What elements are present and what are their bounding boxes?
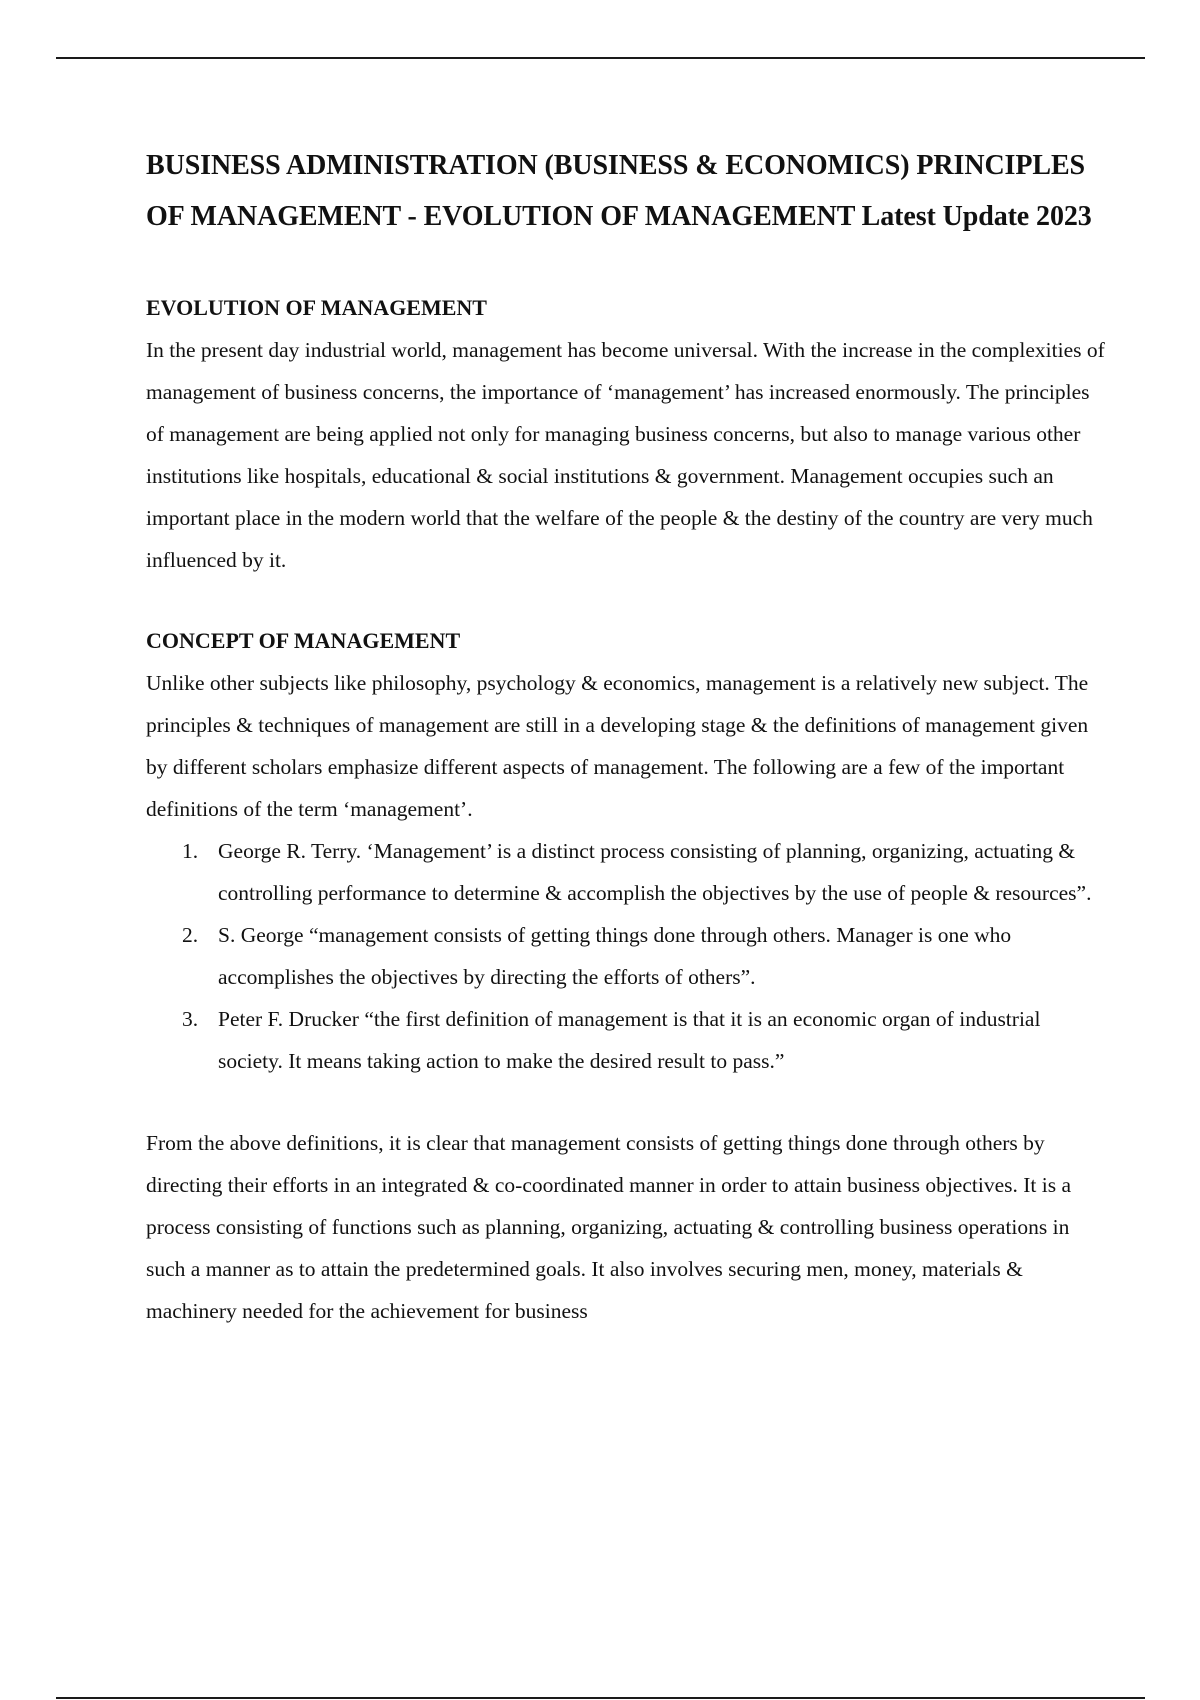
section-evolution-of-management <box>146 287 1106 581</box>
list-item-text: Peter F. Drucker “the first definition of management is that it is an economic organ of industrial society. It means taking action to make the desired result to pass.” <box>218 1007 1041 1073</box>
list-item-text: S. George “management consists of getting things done through others. Manager is one who accomplishes the objectives by directing the efforts of others”. <box>218 923 1012 989</box>
list-item-text: George R. Terry. ‘Management’ is a distinct process consisting of planning, organizing, actuating & controlling performance to determine & accomplish the objectives by the use of people & resources”. <box>218 839 1092 905</box>
definitions-list <box>146 830 1106 1082</box>
list-item-number: 2. <box>182 923 199 947</box>
top-rule <box>56 57 1145 59</box>
list-item-number: 1. <box>182 839 199 863</box>
document-page <box>146 140 1106 1332</box>
list-item-number: 3. <box>182 1007 199 1031</box>
section-concept-of-management <box>146 620 1106 1332</box>
document-title: BUSINESS ADMINISTRATION (BUSINESS & ECONOMICS) PRINCIPLES OF MANAGEMENT - EVOLUTION OF MANAGEMENT Latest Update 2023 <box>146 150 1092 232</box>
list-item <box>146 998 1106 1082</box>
section-heading: EVOLUTION OF MANAGEMENT <box>146 295 487 320</box>
section-heading: CONCEPT OF MANAGEMENT <box>146 628 461 653</box>
list-item <box>146 830 1106 914</box>
bottom-rule <box>56 1697 1145 1699</box>
paragraph: Unlike other subjects like philosophy, psychology & economics, management is a relatively new subject. The principles & techniques of management are still in a developing stage & the definitions of management given by different scholars emphasize different aspects of management. The following are a few of the important definitions of the term ‘management’. <box>146 671 1089 821</box>
list-item <box>146 914 1106 998</box>
paragraph: In the present day industrial world, management has become universal. With the increase in the complexities of management of business concerns, the importance of ‘management’ has increased enormously. The principles of management are being applied not only for managing business concerns, but also to manage various other institutions like hospitals, educational & social institutions & government. Management occupies such an important place in the modern world that the welfare of the people & the destiny of the country are very much influenced by it. <box>146 338 1105 572</box>
closing-paragraph: From the above definitions, it is clear that management consists of getting things done through others by directing their efforts in an integrated & co-coordinated manner in order to attain business objectives. It is a process consisting of functions such as planning, organizing, actuating & controlling business operations in such a manner as to attain the predetermined goals. It also involves securing men, money, materials & machinery needed for the achievement for business <box>146 1131 1072 1323</box>
